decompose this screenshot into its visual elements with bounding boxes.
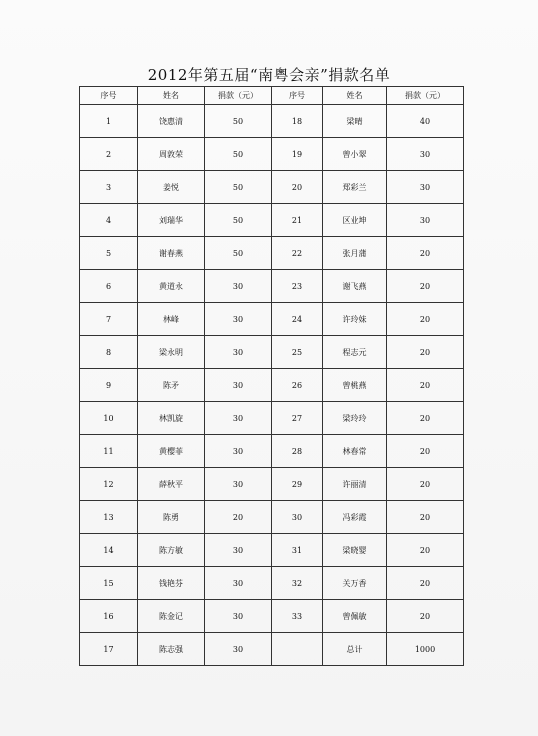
cell-index: 13 [80, 501, 138, 534]
cell-index: 21 [272, 204, 323, 237]
cell-index: 18 [272, 105, 323, 138]
table-row [80, 237, 464, 270]
cell-amount: 30 [205, 402, 272, 435]
cell-name: 梁永明 [138, 336, 205, 369]
cell-name: 薛秋平 [138, 468, 205, 501]
cell-name: 陈志强 [138, 633, 205, 666]
cell-amount: 20 [387, 402, 464, 435]
table-row [80, 567, 464, 600]
cell-index: 14 [80, 534, 138, 567]
cell-index: 23 [272, 270, 323, 303]
cell-amount: 30 [205, 600, 272, 633]
table-row [80, 138, 464, 171]
cell-amount: 30 [205, 633, 272, 666]
table-row [80, 633, 464, 666]
cell-amount: 20 [387, 468, 464, 501]
donation-table [79, 86, 464, 666]
cell-name: 姜悦 [138, 171, 205, 204]
cell-index: 26 [272, 369, 323, 402]
cell-name: 林凯旋 [138, 402, 205, 435]
cell-index: 2 [80, 138, 138, 171]
table-row [80, 468, 464, 501]
header-name: 姓名 [138, 87, 205, 105]
cell-amount: 1000 [387, 633, 464, 666]
cell-name: 郑彩兰 [323, 171, 387, 204]
table-row [80, 303, 464, 336]
cell-name: 刘瑞华 [138, 204, 205, 237]
cell-index: 19 [272, 138, 323, 171]
cell-index: 20 [272, 171, 323, 204]
cell-name: 许玲妹 [323, 303, 387, 336]
cell-amount: 20 [387, 336, 464, 369]
cell-name: 曾佩敏 [323, 600, 387, 633]
cell-name: 梁晓婴 [323, 534, 387, 567]
cell-amount: 40 [387, 105, 464, 138]
cell-index: 11 [80, 435, 138, 468]
cell-name: 周敦荣 [138, 138, 205, 171]
cell-amount: 50 [205, 138, 272, 171]
cell-index: 30 [272, 501, 323, 534]
cell-index: 12 [80, 468, 138, 501]
cell-index: 33 [272, 600, 323, 633]
cell-index [272, 633, 323, 666]
cell-amount: 20 [387, 534, 464, 567]
cell-name: 区业坤 [323, 204, 387, 237]
cell-index: 8 [80, 336, 138, 369]
cell-index: 5 [80, 237, 138, 270]
cell-index: 3 [80, 171, 138, 204]
cell-name: 谢春燕 [138, 237, 205, 270]
cell-name: 梁晴 [323, 105, 387, 138]
cell-name: 黄道永 [138, 270, 205, 303]
cell-amount: 20 [387, 369, 464, 402]
cell-amount: 30 [387, 138, 464, 171]
cell-index: 7 [80, 303, 138, 336]
cell-index: 25 [272, 336, 323, 369]
cell-name: 曾小翠 [323, 138, 387, 171]
cell-name: 钱艳芬 [138, 567, 205, 600]
header-name: 姓名 [323, 87, 387, 105]
cell-name: 梁玲玲 [323, 402, 387, 435]
cell-amount: 20 [387, 600, 464, 633]
cell-name: 陈金记 [138, 600, 205, 633]
cell-name: 程志元 [323, 336, 387, 369]
table-row [80, 402, 464, 435]
table-header-row [80, 87, 464, 105]
cell-amount: 30 [205, 435, 272, 468]
cell-index: 17 [80, 633, 138, 666]
header-index: 序号 [80, 87, 138, 105]
cell-amount: 30 [205, 270, 272, 303]
header-index: 序号 [272, 87, 323, 105]
cell-amount: 20 [387, 501, 464, 534]
cell-index: 29 [272, 468, 323, 501]
cell-index: 28 [272, 435, 323, 468]
table-row [80, 369, 464, 402]
cell-index: 6 [80, 270, 138, 303]
cell-amount: 30 [205, 336, 272, 369]
cell-index: 9 [80, 369, 138, 402]
cell-name: 冯彩霞 [323, 501, 387, 534]
header-amount: 捐款（元） [205, 87, 272, 105]
cell-amount: 30 [387, 204, 464, 237]
table-row [80, 105, 464, 138]
document-title: 2012年第五届“南粤会亲”捐款名单 [147, 66, 391, 84]
cell-amount: 50 [205, 171, 272, 204]
cell-index: 10 [80, 402, 138, 435]
table-row [80, 600, 464, 633]
cell-name: 陈方敏 [138, 534, 205, 567]
cell-name: 陈矛 [138, 369, 205, 402]
cell-index: 32 [272, 567, 323, 600]
cell-name: 饶惠清 [138, 105, 205, 138]
cell-name: 许丽清 [323, 468, 387, 501]
table-row [80, 204, 464, 237]
cell-amount: 50 [205, 237, 272, 270]
cell-index: 24 [272, 303, 323, 336]
table-row [80, 501, 464, 534]
table-row [80, 270, 464, 303]
cell-amount: 30 [205, 534, 272, 567]
cell-name: 总计 [323, 633, 387, 666]
cell-name: 关万香 [323, 567, 387, 600]
cell-index: 1 [80, 105, 138, 138]
cell-index: 31 [272, 534, 323, 567]
cell-name: 张月蒲 [323, 237, 387, 270]
cell-name: 黄樱菲 [138, 435, 205, 468]
table-row [80, 336, 464, 369]
cell-index: 22 [272, 237, 323, 270]
cell-index: 27 [272, 402, 323, 435]
cell-amount: 50 [205, 204, 272, 237]
header-amount: 捐款（元） [387, 87, 464, 105]
cell-amount: 50 [205, 105, 272, 138]
cell-amount: 30 [205, 468, 272, 501]
cell-amount: 20 [205, 501, 272, 534]
cell-name: 林春常 [323, 435, 387, 468]
cell-amount: 30 [205, 567, 272, 600]
table-row [80, 435, 464, 468]
table-row [80, 171, 464, 204]
cell-amount: 20 [387, 237, 464, 270]
cell-name: 曾桃燕 [323, 369, 387, 402]
cell-name: 谢飞燕 [323, 270, 387, 303]
cell-index: 4 [80, 204, 138, 237]
cell-index: 16 [80, 600, 138, 633]
cell-amount: 30 [205, 303, 272, 336]
cell-name: 陈勇 [138, 501, 205, 534]
table-row [80, 534, 464, 567]
cell-amount: 30 [387, 171, 464, 204]
cell-amount: 20 [387, 270, 464, 303]
cell-amount: 20 [387, 567, 464, 600]
cell-amount: 20 [387, 435, 464, 468]
cell-amount: 30 [205, 369, 272, 402]
cell-name: 林峰 [138, 303, 205, 336]
cell-index: 15 [80, 567, 138, 600]
cell-amount: 20 [387, 303, 464, 336]
